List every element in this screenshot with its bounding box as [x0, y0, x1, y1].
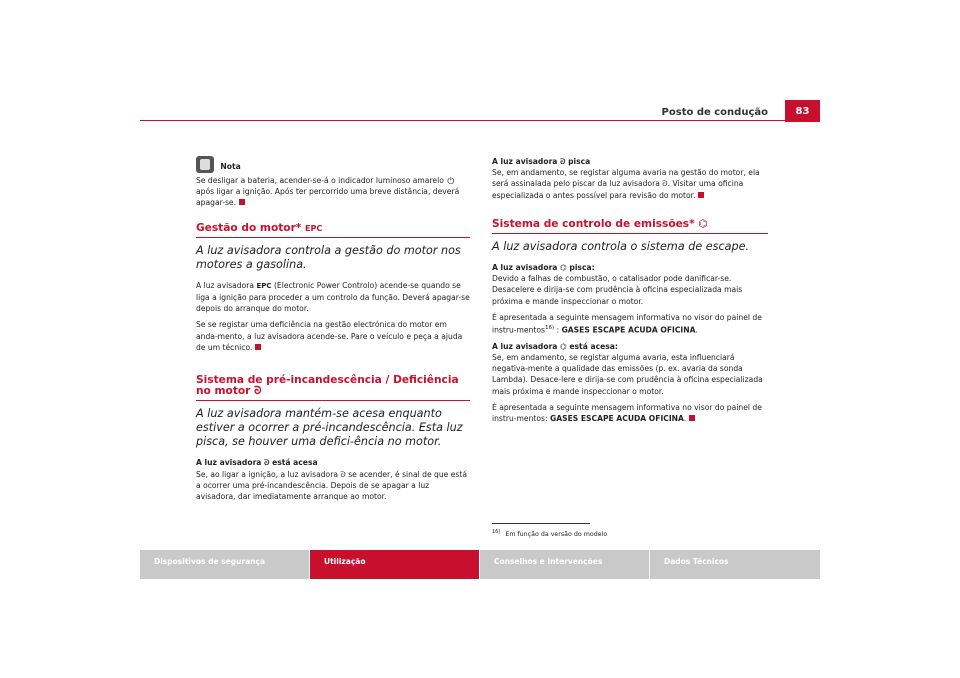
section-lead: A luz avisadora mantém-se acesa enquanto estiver a ocorrer a pré-incandescência. Esta luz pisca, se houver uma defici-ência no motor. [196, 407, 463, 449]
section-title: Gestão do motor* EPC [196, 223, 470, 238]
epc-icon: EPC [305, 223, 323, 233]
note-heading: Nota [220, 162, 241, 171]
glow-plug-icon: ᘐ [560, 157, 566, 166]
paragraph: É apresentada a seguinte mensagem informativa no visor do painel de instru-mentos$^{16)}$ : GASES ESCAPE ACUDA OFICINA. [492, 312, 762, 335]
paragraph: Se, em andamento, se registar alguma avaria na gestão do motor, ela será assinalada pelo piscar da luz avisadora ᘐ. Visitar uma oficina especializada o antes possível para revisão do motor. [492, 168, 760, 200]
battery-icon: ⏻ [447, 177, 455, 187]
display-message: GASES ESCAPE ACUDA OFICINA [561, 325, 696, 335]
glow-plug-icon: ᘐ [254, 385, 262, 398]
end-mark [239, 199, 245, 205]
paragraph: Se, ao ligar a ignição, a luz avisadora ᘐ se acender, é sinal de que está a ocorrer uma pré-incandescência. Depois de se apagar a luz avisadora, dar imediatamente arranque ao motor. [196, 469, 468, 502]
end-mark [689, 415, 695, 421]
subheading: A luz avisadora ᘐ pisca [492, 157, 591, 166]
left-column [196, 156, 470, 507]
paragraph: Se, em andamento, se registar alguma avaria, esta influenciará negativa-mente a qualidade das emissões (p. ex. avaria da sonda Lambda). Desace-lere e dirija-se com prudência à oficina especializada mais próxima e mande inspeccionar o motor. [492, 352, 763, 396]
display-message: GASES ESCAPE ACUDA OFICINA [549, 413, 684, 423]
footnote-rule [492, 523, 590, 524]
footnote-ref: 16) [545, 325, 555, 332]
emission-icon: ⌬ [560, 341, 567, 351]
header-title: Posto de condução [661, 107, 768, 118]
glow-plug-icon: ᘐ [662, 179, 668, 189]
section-lead: A luz avisadora controla o sistema de escape. [492, 240, 750, 254]
footer-tab-safety[interactable]: Dispositivos de segurança [140, 550, 309, 579]
subheading: A luz avisadora ⌬ está acesa: [492, 341, 618, 351]
footnote: $^{16)}$ Em função da versão do modelo [492, 529, 608, 539]
paragraph: Devido a falhas de combustão, o catalisador pode danificar-se. Desacelere e dirija-se com prudência à oficina especializada mais próxima e mande inspeccionar o motor. [492, 274, 743, 306]
paragraph: É apresentada a seguinte mensagem informativa no visor do painel de instru-mentos: GASES ESCAPE ACUDA OFICINA. [492, 402, 762, 423]
section-title: Sistema de pré-incandescência / Deficiência no motor ᘐ [196, 375, 470, 401]
page-number: 83 [785, 100, 820, 122]
emission-icon: ⌬ [698, 217, 708, 230]
note-block [196, 156, 470, 209]
subheading: A luz avisadora ᘐ está acesa [196, 458, 318, 468]
right-column [492, 156, 768, 429]
section-emissions [492, 219, 768, 424]
subheading: A luz avisadora ⌬ pisca: [492, 263, 595, 273]
footer-tab-technical[interactable]: Dados Técnicos [650, 550, 820, 579]
header-rule [140, 120, 785, 121]
epc-icon: EPC [256, 281, 272, 290]
emission-icon: ⌬ [560, 263, 567, 273]
section-lead: A luz avisadora controla a gestão do motor nos motores a gasolina. [196, 243, 461, 271]
end-mark [698, 192, 704, 198]
paragraph: A luz avisadora EPC (Electronic Power Controlo) acende-se quando se liga a ignição para proceder a um controlo da função. Deverá apagar-se depois do arranque do motor. [196, 280, 470, 314]
end-mark [255, 344, 261, 350]
glow-plug-icon: ᘐ [340, 469, 346, 479]
note-text: Se desligar a bateria, acender-se-á o indicador luminoso amarelo ⏻ após ligar a ignição. Após ter percorrido uma breve distância, deverá apagar-se. [196, 176, 460, 208]
section-title: Sistema de controlo de emissões* ⌬ [492, 219, 768, 234]
footer-tab-usage[interactable]: Utilização [310, 550, 479, 579]
section-glow-plug [196, 375, 470, 502]
paragraph: Se se registar uma deficiência na gestão electrónica do motor em anda-mento, a luz avisadora acende-se. Pare o veículo e peça a ajuda de um técnico. [196, 320, 463, 352]
footer-tab-advice[interactable]: Conselhos e Intervenções [480, 550, 649, 579]
glow-plug-icon: ᘐ [264, 458, 270, 468]
section-engine-management [196, 223, 470, 353]
note-icon [196, 156, 214, 173]
